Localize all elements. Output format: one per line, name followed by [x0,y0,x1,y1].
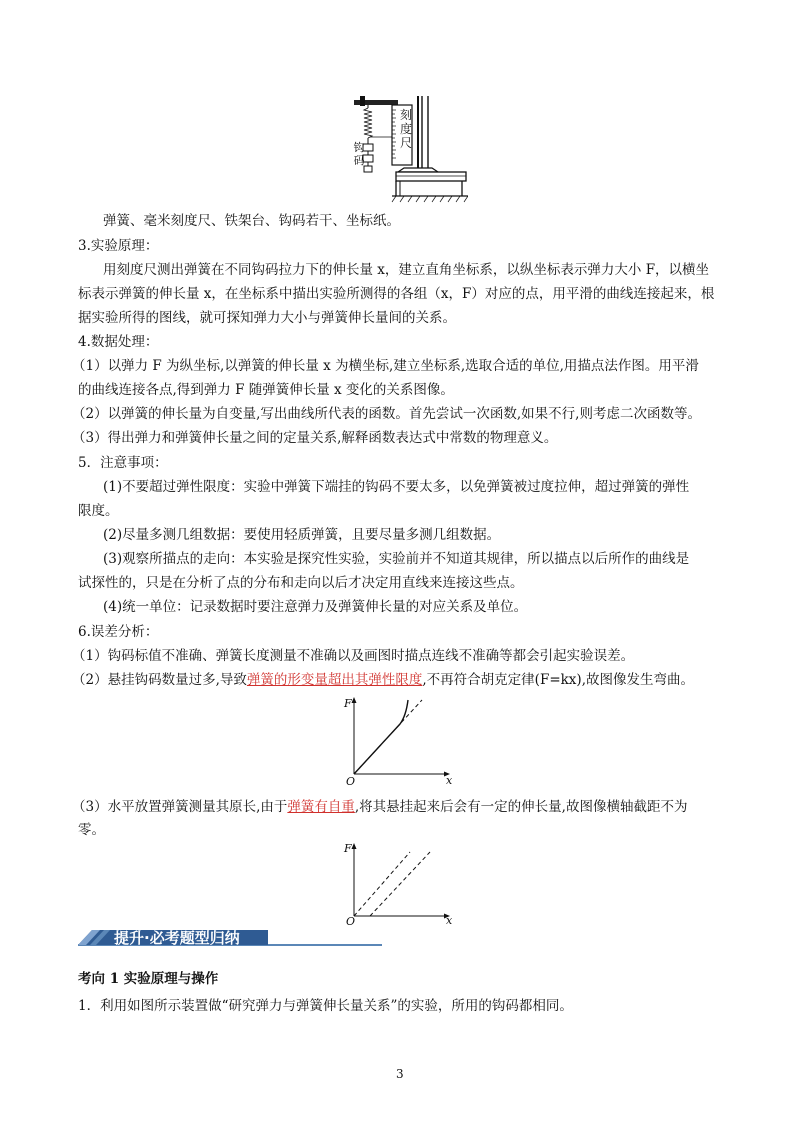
graph2-origin: O [346,915,356,928]
kaoxiang-heading: 考向 1 实验原理与操作 [78,971,219,987]
ruler-label-char: 度 [399,122,412,136]
ruler-label-char: 尺 [399,136,412,150]
section6-item1: （1）钩码标值不准确、弹簧长度测量不准确以及画图时描点连线不准确等都会引起实验误差。 [72,648,635,664]
section6-item2 [72,670,694,690]
banner-title [78,928,264,946]
weight-label-char: 码 [353,154,365,167]
graph1-y-label: F [344,697,352,710]
section3-line: 标表示弹簧的伸长量 x，在坐标系中描出实验所测得的各组（x，F）对应的点，用平滑的曲线连接起来，根 [78,286,715,302]
graph2-y-label: F [344,842,352,855]
section6-title: 6.误差分析： [78,624,159,640]
section4-line: 的曲线连接各点,得到弹力 F 随弹簧伸长量 x 变化的关系图像。 [78,382,454,398]
section5-line: (1)不要超过弹性限度：实验中弹簧下端挂的钩码不要太多，以免弹簧被过度拉伸，超过弹簧的弹性 [103,479,690,495]
weight-label-char: 钩 [353,141,365,154]
graph1-origin: O [346,775,356,788]
section5-line: (3)观察所描点的走向：本实验是探究性实验，实验前并不知道其规律，所以描点以后所作的曲线是 [103,551,690,567]
section6-item2-post: ,不再符合胡克定律(F=kx),故图像发生弯曲。 [422,672,694,688]
ruler-label [398,108,414,150]
section6-item3-line2: 零。 [78,822,105,838]
materials-line: 弹簧、毫米刻度尺、铁架台、钩码若干、坐标纸。 [103,213,400,229]
section3-line: 用刻度尺测出弹簧在不同钩码拉力下的伸长量 x，建立直角坐标系，以纵坐标表示弹力大小 F，以横坐 [103,262,710,278]
ruler-label-char: 刻 [399,108,412,122]
weight-label [352,141,366,167]
section6-item3-highlight: 弹簧有自重 [287,799,355,815]
section5-line: (4)统一单位：记录数据时要注意弹力及弹簧伸长量的对应关系及单位。 [103,599,528,615]
section4-title: 4.数据处理： [78,334,159,350]
section3-line: 据实验所得的图线，就可探知弹力大小与弹簧伸长量间的关系。 [78,310,456,326]
section5-line: 限度。 [78,503,119,519]
page-number: 3 [396,1067,404,1081]
section5-line: 试探性的，只是在分析了点的分布和走向以后才决定用直线来连接这些点。 [78,575,524,591]
question1: 1．利用如图所示装置做“研究弹力与弹簧伸长量关系”的实验，所用的钩码都相同。 [78,998,573,1014]
section6-item2-highlight: 弹簧的形变量超出其弹性限度 [246,672,423,688]
graph-offset [340,840,460,924]
graph-bending [340,694,460,786]
section4-line: （1）以弹力 F 为纵坐标,以弹簧的伸长量 x 为横坐标,建立坐标系,选取合适的单位,用描点法作图。用平滑 [72,358,699,374]
section3-title: 3.实验原理： [78,238,159,254]
section4-line: （2）以弹簧的伸长量为自变量,写出曲线所代表的函数。首先尝试一次函数,如果不行,则考虑二次函数等。 [72,406,701,422]
section5-line: (2)尽量多测几组数据：要使用轻质弹簧，且要尽量多测几组数据。 [103,527,501,543]
graph2-x-label: x [446,914,453,927]
banner-title-text: 提升·必考题型归纳 [114,929,240,947]
section4-line: （3）得出弹力和弹簧伸长量之间的定量关系,解释函数表达式中常数的物理意义。 [72,430,558,446]
graph1-x-label: x [446,774,453,787]
section5-title: 5．注意事项： [78,455,168,471]
section6-item2-pre: （2）悬挂钩码数量过多,导致 [72,672,247,688]
section6-item3 [72,797,687,817]
section6-item3-pre: （3）水平放置弹簧测量其原长,由于 [72,799,288,815]
section6-item3-post: ,将其悬挂起来后会有一定的伸长量,故图像横轴截距不为 [354,799,688,815]
